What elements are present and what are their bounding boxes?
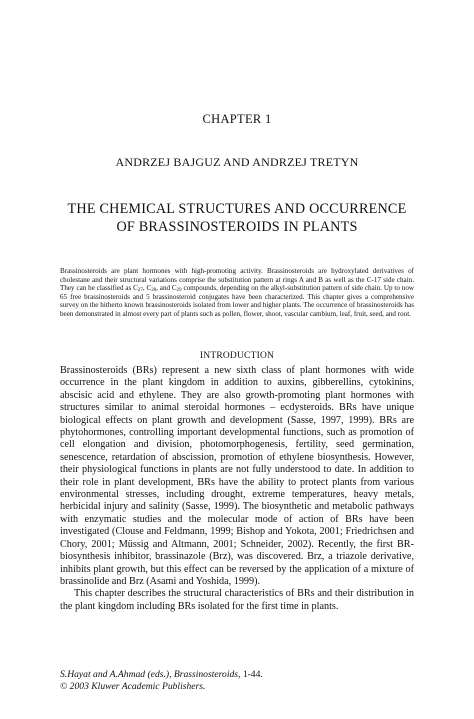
chapter-label: CHAPTER 1 xyxy=(202,112,272,126)
title-line-1: THE CHEMICAL STRUCTURES AND OCCURRENCE xyxy=(67,201,407,217)
footer-copyright: © 2003 Kluwer Academic Publishers. xyxy=(60,680,206,692)
abstract-sub-1: 27 xyxy=(137,288,143,294)
footer-citation-source: S.Hayat and A.Ahmad (eds.), Brassinosteroids, xyxy=(60,669,241,680)
footer xyxy=(60,669,414,692)
chapter-title xyxy=(40,200,434,236)
abstract xyxy=(60,267,414,319)
abstract-sub-3: 29 xyxy=(176,288,182,294)
footer-citation-pages: 1-44. xyxy=(240,669,263,680)
body-paragraph-2: This chapter describes the structural characteristics of BRs and their distribution in the plant kingdom including BRs isolated for the first time in plants. xyxy=(60,588,414,612)
body-text xyxy=(60,365,414,613)
section-heading-introduction: INTRODUCTION xyxy=(199,351,275,361)
title-line-2: OF BRASSINOSTEROIDS IN PLANTS xyxy=(116,219,358,235)
abstract-text-3: , and C xyxy=(156,284,177,293)
abstract-text-2: , C xyxy=(142,284,152,293)
abstract-sub-2: 28 xyxy=(151,288,157,294)
footer-citation xyxy=(60,669,414,681)
body-paragraph-1: Brassinosteroids (BRs) represent a new sixth class of plant hormones with wide occurrence in the plant kingdom in addition to auxins, gibberellins, cytokinins, abscisic acid and ethylene. They are also growth-promoting plant hormones with structures similar to animal steroidal hormones – ecdysteroids. BRs have unique biological effects on plant growth and development (Sasse, 1997, 1999). BRs are phytohormones, controlling important developmental functions, such as promotion of cell elongation and division, photomorphogenesis, fertility, seed germination, senescence, retardation of abscission, promotion of ethylene biosynthesis. However, their physiological functions in plants are not fully understood to date. In addition to their role in plant development, BRs have the ability to protect plants from various environmental stresses, including drought, extreme temperatures, heavy metals, herbicidal injury and salinity (Sasse, 1999). The biosynthetic and metabolic pathways with enzymatic studies and the molecular mode of action of BRs have been investigated (Clouse and Feldmann, 1999; Bishop and Yokota, 2001; Friedrichsen and Chory, 2001; Müssig and Altmann, 2001; Schneider, 2002). Recently, the first BR-biosynthesis inhibitor, brassinazole (Brz), was discovered. Brz, a triazole derivative, inhibits plant growth, but this effect can be reversed by the application of a mixture of brassinolide and Brz (Asami and Yoshida, 1999). xyxy=(60,365,414,587)
abstract-text-4: compounds, depending on the alkyl-substitution pattern of side chain. Up to now 65 free brassinosteroids and 5 brassinosteroid conjugates have been characterized. This chapter gives a comprehensive survey on the hitherto known brassinosteroids isolated from lower and higher plants. The occurrence of brassinosteroids has been demonstrated in almost every part of plants such as pollen, flower, shoot, vascular cambium, leaf, fruit, seed, and root. xyxy=(60,284,414,318)
authors: ANDRZEJ BAJGUZ AND ANDRZEJ TRETYN xyxy=(115,155,359,169)
abstract-text-1: Brassinosteroids are plant hormones with high-promoting activity. Brassinosteroids are hydroxylated derivatives of cholestane and their structural variations comprise the substitution pattern at rings A and B as well as the C-17 side chain. They can be classified as C xyxy=(60,267,414,293)
